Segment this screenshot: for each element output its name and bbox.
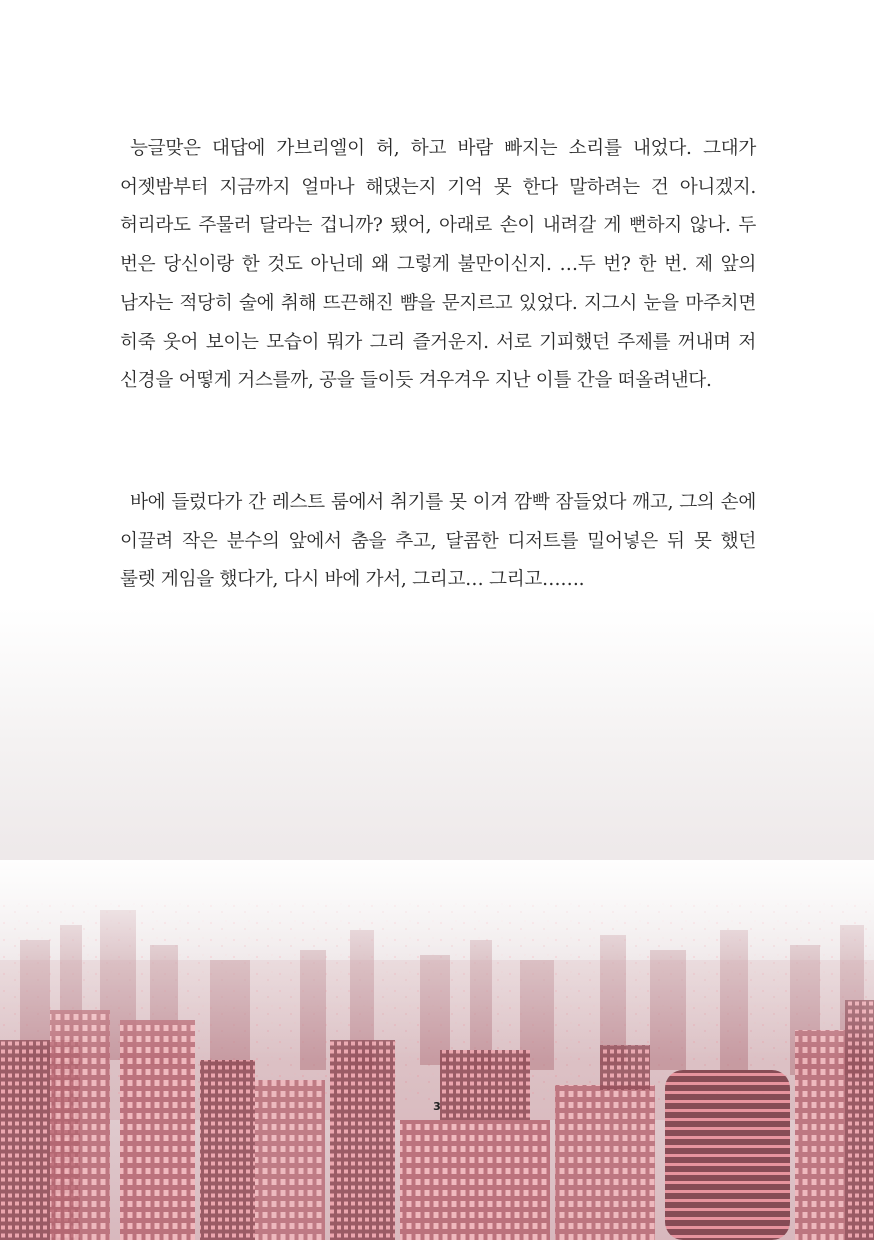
page-number: 3 bbox=[433, 1100, 441, 1113]
body-paragraph: 능글맞은 대답에 가브리엘이 허, 하고 바람 빠지는 소리를 내었다. 그대가 어젯밤부터 지금까지 얼마나 해댔는지 기억 못 한다 말하려는 건 아니겠지. 허리라도 주물러 달라는 겁니까? 됐어, 아래로 손이 내려갈 게 뻔하지 않나. 두 번은 당신이랑 한 것도 아닌데 왜 그렇게 불만이신지. …두 번? 한 번. 제 앞의 남자는 적당히 술에 취해 뜨끈해진 뺨을 문지르고 있었다. 지그시 눈을 마주치면 히죽 웃어 보이는 모습이 뭐가 그리 즐거운지. 서로 기피했던 주제를 꺼내며 저 신경을 어떻게 거스를까, 공을 들이듯 겨우겨우 지난 이틀 간을 떠올려낸다. bbox=[120, 138, 756, 392]
body-paragraph: 바에 들렀다가 간 레스트 룸에서 취기를 못 이겨 깜빡 잠들었다 깨고, 그의 손에 이끌려 작은 분수의 앞에서 춤을 추고, 달콤한 디저트를 밀어넣은 뒤 못 했던 룰렛 게임을 했다가, 다시 바에 가서, 그리고… 그리고……. bbox=[120, 492, 756, 591]
